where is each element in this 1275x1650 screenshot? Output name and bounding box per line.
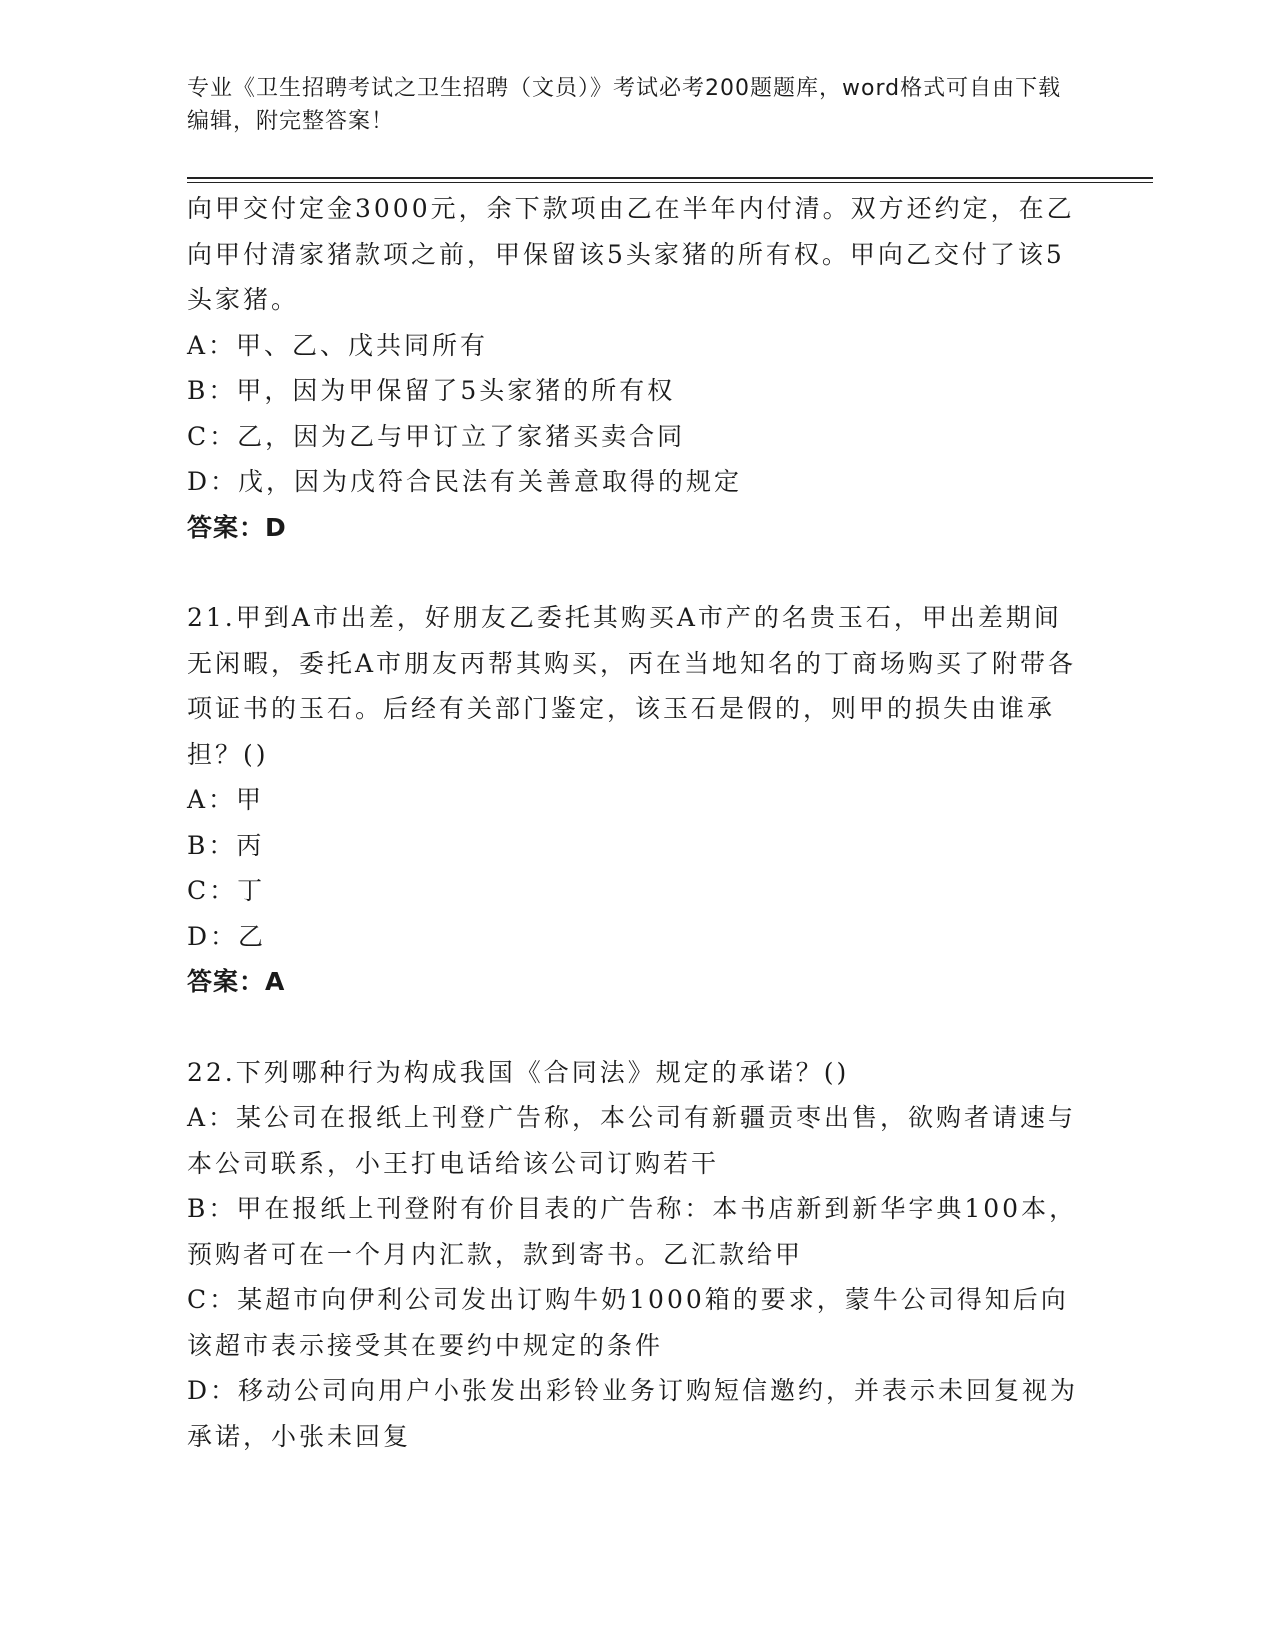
question-22 <box>187 1050 1087 1460</box>
option-c: C：丁 <box>187 876 266 905</box>
option-a: A：某公司在报纸上刊登广告称，本公司有新疆贡枣出售，欲购者请速与本公司联系，小王打电话给该公司订购若干 <box>187 1103 1077 1178</box>
question-21 <box>187 595 1087 1005</box>
option-c: C：某超市向伊利公司发出订购牛奶1000箱的要求，蒙牛公司得知后向该超市表示接受其在要约中规定的条件 <box>187 1285 1069 1360</box>
document-body <box>187 186 1087 1459</box>
spacer <box>187 1005 1087 1050</box>
header-divider <box>187 177 1153 183</box>
answer-label: 答案：A <box>187 967 286 996</box>
answer-label: 答案：D <box>187 512 287 542</box>
question-stem: 向甲交付定金3000元，余下款项由乙在半年内付清。双方还约定，在乙向甲付清家猪款项之前，甲保留该5头家猪的所有权。甲向乙交付了该5头家猪。 <box>187 194 1075 314</box>
spacer <box>187 550 1087 595</box>
question-20 <box>187 186 1087 550</box>
option-d: D：戊，因为戊符合民法有关善意取得的规定 <box>187 467 743 496</box>
document-header: 专业《卫生招聘考试之卫生招聘（文员）》考试必考200题题库，word格式可自由下载编辑，附完整答案！ <box>187 76 1062 134</box>
option-d: D：移动公司向用户小张发出彩铃业务订购短信邀约，并表示未回复视为承诺，小张未回复 <box>187 1376 1079 1451</box>
option-a: A：甲 <box>187 785 265 814</box>
question-stem: 22.下列哪种行为构成我国《合同法》规定的承诺？() <box>187 1057 850 1087</box>
option-c: C：乙，因为乙与甲订立了家猪买卖合同 <box>187 421 686 451</box>
option-b: B：甲在报纸上刊登附有价目表的广告称：本书店新到新华字典100本，预购者可在一个月内汇款，款到寄书。乙汇款给甲 <box>187 1194 1078 1269</box>
option-b: B：甲，因为甲保留了5头家猪的所有权 <box>187 376 676 405</box>
option-a: A：甲、乙、戊共同所有 <box>187 330 489 360</box>
option-b: B：丙 <box>187 830 265 860</box>
question-stem: 21.甲到A市出差，好朋友乙委托其购买A市产的名贵玉石，甲出差期间无闲暇，委托A市朋友丙帮其购买，丙在当地知名的丁商场购买了附带各项证书的玉石。后经有关部门鉴定，该玉石是假的，则甲的损失由谁承担？() <box>187 603 1077 769</box>
option-d: D：乙 <box>187 921 267 951</box>
